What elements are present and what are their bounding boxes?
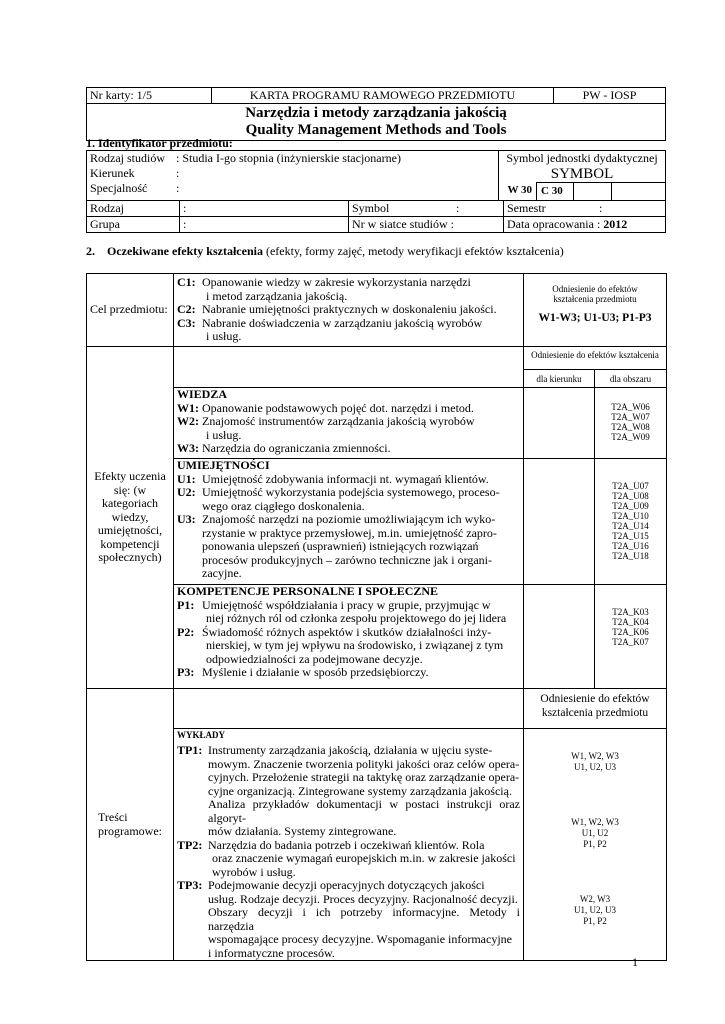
umiej-item-line: Umiejętność wykorzystania podejścia systemowego, proceso- [202, 485, 500, 499]
tp-item-line: wyrobów i usług. [212, 864, 296, 879]
tp-item-line: mowym. Znaczenie tworzenia polityki jakości oraz celów opera- [208, 756, 520, 771]
data-cell [504, 217, 666, 233]
tp-ref-group [527, 751, 663, 773]
wiedza-item [177, 415, 520, 442]
cel-item-line: Nabranie doświadczenia w zarządzaniu jakością wyrobów [202, 315, 483, 330]
umiej-item-code: U3: [177, 512, 196, 526]
tp-item-text [208, 839, 520, 880]
cel-item-line: i metod zarządzania jakością. [206, 288, 348, 303]
umiej-item [177, 473, 520, 487]
grupa-label: Grupa [87, 217, 180, 233]
umiej-kierunek [524, 459, 595, 585]
section1-heading: 1. Identyfikator przedmiotu: [86, 136, 233, 150]
outcome-code: T2A_W09 [611, 432, 650, 442]
title-en: Quality Management Methods and Tools [245, 122, 507, 138]
umiej-item-code: U1: [177, 471, 196, 486]
kierunek-value: : [176, 166, 180, 180]
umiej-item-line: Znajomość narzędzi na poziomie umożliwiającym ich wyko- [202, 512, 496, 526]
tp-item-line: cyjne organizacją. Zintegrowane systemy zarządzania jakością. [208, 783, 512, 798]
nr-siatka: Nr w siatce studiów : [349, 217, 504, 233]
wyklady-cell [174, 729, 524, 961]
umiej-heading: UMIEJĘTNOŚCI [177, 458, 270, 472]
efekty-label: Efekty uczenia się: (w kategoriach wiedzy, umiejętności, kompetencji społecznych) [94, 469, 166, 565]
komp-item-code: P2: [177, 624, 195, 639]
semestr-colon: : [599, 201, 603, 215]
tresci-label-cell [87, 689, 174, 961]
wiedza-item-text [202, 402, 520, 416]
identifier-table-2 [86, 200, 666, 233]
komp-item-text [202, 599, 520, 626]
semestr-cell [504, 201, 666, 217]
tp-ref-line: P1, P2 [583, 839, 607, 849]
outcome-code: T2A_K04 [612, 617, 649, 627]
outcome-code: T2A_U14 [612, 521, 649, 531]
umiej-item-line: rzystanie w praktyce przemysłowej, m.in. umiejętność zapro- [202, 525, 497, 540]
tp-item-line: Obszary decyzji i ich potrzeby informacyjne. Metody i narzędzia [208, 905, 520, 933]
tp-item-line: i informatyczne procesów. [208, 945, 335, 960]
cel-item-code: C2: [177, 302, 196, 316]
cel-item-code: C3: [177, 315, 196, 330]
specjalnosc-value: : [176, 181, 180, 195]
umiej-cell [174, 459, 524, 585]
grupa-value: : [180, 217, 349, 233]
symbol-value: SYMBOL [550, 166, 614, 182]
umiej-item-line: zacyjne. [202, 566, 242, 580]
tresci-label: Treści programowe: [98, 810, 162, 838]
empty-hours-2 [611, 182, 665, 200]
tp-item-text [208, 879, 520, 960]
tp-item-line: Narzędzia do badania potrzeb i oczekiwań klientów. Rola [208, 837, 485, 852]
outcomes-table [86, 273, 667, 961]
cel-item-line: Opanowanie wiedzy w zakresie wykorzystania narzędzi [202, 275, 471, 289]
umiej-codes [595, 459, 667, 585]
komp-item-line: Myślenie i działanie w sposób przedsiębiorczy. [202, 665, 429, 679]
komp-item-text [202, 666, 520, 680]
card-title: KARTA PROGRAMU RAMOWEGO PRZEDMIOTU [212, 88, 554, 104]
course-title [87, 104, 666, 141]
cel-item [177, 303, 520, 317]
page-number: 1 [632, 955, 638, 969]
outcome-code: T2A_U15 [612, 531, 649, 541]
tp-ref-group [527, 894, 663, 927]
umiej-item [177, 486, 520, 513]
rodzaj-studiow-label: Rodzaj studiów [90, 151, 165, 165]
wiedza-heading: WIEDZA [177, 387, 228, 401]
wiedza-item-line: i usług. [206, 427, 242, 442]
tp-item [177, 839, 520, 880]
komp-item-line: nierskiej, w tym jej wpływu na środowisko, i związanej z tym [206, 638, 504, 652]
section2-num: 2. [86, 244, 95, 258]
tp-item-line: cyjnych. Przełożenie strategii na taktykę oraz zarządzanie opera- [208, 770, 520, 784]
tresci-ref-label: Odniesienie do efektów kształcenia przedmiotu [524, 689, 667, 729]
section2-subtitle: (efekty, formy zajęć, metody weryfikacji efektów kształcenia) [262, 244, 564, 258]
umiej-item-line: ponowania ulepszeń (usprawnień) istniejących rozwiązań [202, 539, 479, 553]
section2-title: Oczekiwane efekty kształcenia [107, 244, 263, 258]
rodzaj-value: : [180, 201, 349, 217]
tp-item-line: Analiza przykładów dokumentacji w postaci instrukcji oraz algoryt- [208, 797, 520, 825]
umiej-item-line: Umiejętność zdobywania informacji nt. wymagań klientów. [202, 471, 489, 486]
komp-item [177, 599, 520, 626]
outcome-code: T2A_U07 [612, 481, 649, 491]
cel-item [177, 276, 520, 303]
tresci-blank [174, 689, 524, 729]
wiedza-item [177, 442, 520, 456]
symbol-label: Symbol [352, 201, 390, 215]
symbol-cell [349, 201, 504, 217]
outcome-code: T2A_U18 [612, 551, 649, 561]
outcome-code: T2A_U16 [612, 541, 649, 551]
tp-item-line: wspomagające procesy decyzyjne. Wspomaganie informacyjne [208, 932, 512, 946]
komp-item-line: niej różnych ról od członka zespołu projektowego do jej lidera [206, 611, 507, 625]
symbol-unit-label: Symbol jednostki dydaktycznej [506, 151, 658, 165]
efekty-label-cell [87, 347, 174, 689]
wiedza-cell [174, 388, 524, 459]
c-hours: C 30 [536, 182, 573, 200]
komp-item [177, 666, 520, 680]
tp-ref-line: W1, W2, W3 [571, 817, 619, 827]
tp-item [177, 879, 520, 960]
komp-cell [174, 585, 524, 689]
cel-item-text [202, 303, 520, 317]
ref-label: Odniesienie do efektów kształcenia [524, 347, 667, 370]
title-pl: Narzędzia i metody zarządzania jakością [245, 105, 507, 121]
cel-item [177, 317, 520, 344]
identifier-table [86, 150, 666, 201]
wiedza-item-text [202, 442, 520, 456]
cel-item-text [202, 317, 520, 344]
tp-item-line: Instrumenty zarządzania jakością, działania w ujęciu syste- [208, 743, 493, 757]
outcome-code: T2A_U10 [612, 511, 649, 521]
efekty-blank [174, 347, 524, 388]
card-number: Nr karty: 1/5 [87, 88, 212, 104]
dla-kierunku: dla kierunku [524, 370, 595, 388]
wiedza-item-code: W3: [177, 441, 199, 455]
specjalnosc-label: Specjalność [90, 181, 148, 195]
tp-ref-line: U1, U2, U3 [574, 905, 616, 915]
cel-item-code: C1: [177, 275, 196, 289]
data-label: Data opracowania : [507, 217, 601, 231]
komp-item-line: odpowiedzialności za podejmowane decyzje. [206, 651, 423, 666]
cel-label: Cel przedmiotu: [87, 274, 174, 347]
semestr-label: Semestr [507, 201, 546, 215]
outcome-code: T2A_K06 [612, 627, 649, 637]
wiedza-item-text [202, 415, 520, 442]
tp-ref-group [527, 817, 663, 850]
tp-item-line: mów działania. Systemy zintegrowane. [208, 824, 397, 838]
rodzaj-studiow-value: : Studia I-go stopnia (inżynierskie stacjonarne) [176, 151, 401, 165]
identifier-left [87, 151, 499, 201]
tp-ref-line: U1, U2, U3 [574, 762, 616, 772]
tp-item-code: TP1: [177, 743, 203, 757]
tp-item [177, 744, 520, 839]
rodzaj-label: Rodzaj [87, 201, 180, 217]
tp-item-line: Podejmowanie decyzji operacyjnych dotyczących jakości [208, 878, 485, 892]
wiedza-codes [595, 388, 667, 459]
tp-item-text [208, 744, 520, 839]
outcome-code: T2A_K07 [612, 637, 649, 647]
tp-item-code: TP2: [177, 837, 203, 852]
cel-item-line: i usług. [206, 329, 242, 343]
komp-item-code: P3: [177, 665, 195, 679]
wiedza-item [177, 402, 520, 416]
komp-item-line: Świadomość różnych aspektów i skutków działalności inży- [202, 624, 492, 639]
tp-item-line: usług. Rodzaje decyzji. Proces decyzyjny. Racjonalność decyzji. [208, 891, 518, 906]
wyklady-heading: WYKŁADY [177, 730, 226, 740]
cel-item-text [202, 276, 520, 303]
komp-heading: KOMPETENCJE PERSONALNE I SPOŁECZNE [177, 584, 439, 598]
dla-obszaru: dla obszaru [595, 370, 667, 388]
komp-item [177, 626, 520, 667]
wiedza-item-code: W1: [177, 400, 199, 415]
tp-ref-line: W1, W2, W3 [571, 751, 619, 761]
tp-item-code: TP3: [177, 878, 203, 892]
empty-hours-1 [573, 182, 611, 200]
cel-list [174, 274, 524, 347]
tp-ref-line: U1, U2 [581, 828, 609, 838]
data-value: 2012 [603, 217, 628, 231]
cel-ref-value: W1-W3; U1-U3; P1-P3 [538, 312, 652, 324]
symbol-colon: : [456, 201, 460, 215]
komp-item-code: P1: [177, 597, 195, 612]
umiej-item-text [202, 486, 520, 513]
komp-item-text [202, 626, 520, 667]
umiej-item-code: U2: [177, 485, 196, 499]
komp-item-line: Umiejętność współdziałania i pracy w grupie, przyjmując w [202, 597, 491, 612]
umiej-item-line: wego oraz ciągłego doskonalenia. [202, 498, 365, 513]
kierunek-label: Kierunek [90, 166, 135, 180]
wiedza-item-line: Narzędzia do ograniczania zmienności. [202, 441, 391, 455]
w-hours: W 30 [507, 184, 532, 196]
umiej-item-text [202, 513, 520, 581]
section2-heading [86, 244, 564, 258]
tp-ref-line: W2, W3 [579, 894, 611, 904]
course-code: PW - IOSP [554, 88, 666, 104]
outcome-code: T2A_K03 [612, 607, 649, 617]
umiej-item [177, 513, 520, 581]
wiedza-item-code: W2: [177, 414, 199, 428]
outcome-code: T2A_U08 [612, 491, 649, 501]
symbol-unit-cell [499, 151, 666, 201]
umiej-item-text [202, 473, 520, 487]
komp-kierunek [524, 585, 595, 689]
cel-ref-label: Odniesienie do efektów kształcenia przedmiotu [552, 284, 638, 304]
header-table [86, 87, 666, 141]
wiedza-kierunek [524, 388, 595, 459]
tp-item-line: oraz znaczenie wymagań europejskich m.in. w zakresie jakości [212, 851, 516, 865]
umiej-item-line: procesów produkcyjnych – zarówno techniczne jak i organi- [202, 552, 493, 567]
outcome-code: T2A_W06 [611, 402, 650, 412]
cel-ref-cell [524, 274, 667, 347]
outcome-code: T2A_U09 [612, 501, 649, 511]
outcome-code: T2A_W07 [611, 412, 650, 422]
outcome-code: T2A_W08 [611, 422, 650, 432]
komp-codes [595, 585, 667, 689]
cel-item-line: Nabranie umiejętności praktycznych w doskonaleniu jakości. [202, 302, 497, 316]
wiedza-item-line: Znajomość instrumentów zarządzania jakością wyrobów [202, 414, 475, 428]
tp-refs-cell [524, 729, 667, 961]
wiedza-item-line: Opanowanie podstawowych pojęć dot. narzędzi i metod. [202, 400, 474, 415]
tp-ref-line: P1, P2 [583, 916, 607, 926]
